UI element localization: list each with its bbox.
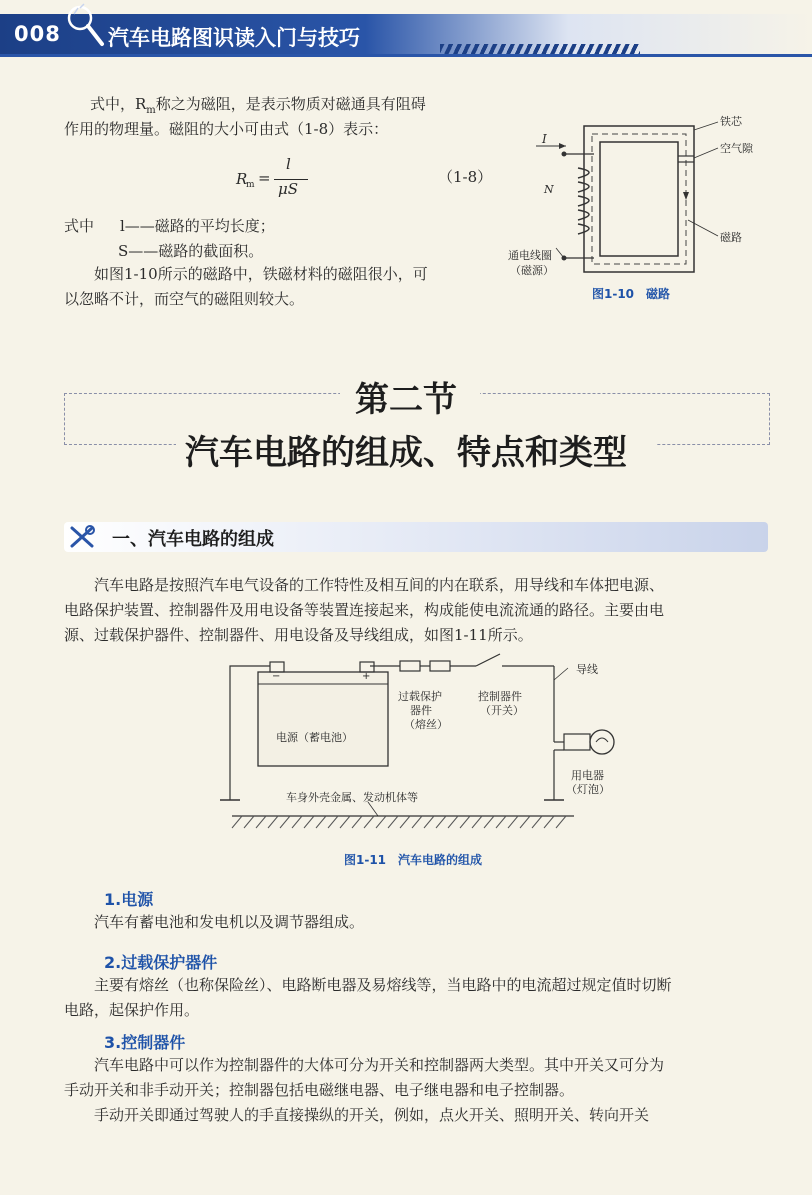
body-line-2: 电路保护装置、控制器件及用电设备等装置连接起来，构成能使电流流通的路径。主要由电 (64, 601, 665, 619)
item-1-line-1: 汽车有蓄电池和发电机以及调节器组成。 (94, 913, 365, 931)
intro-line-2: 作用的物理量。磁阻的大小可由式（1-8）表示： (64, 120, 389, 138)
formula-1-8: R m = l μS (236, 160, 316, 200)
intro-para-2: 如图1-10所示的磁路中，铁磁材料的磁阻很小，可 (94, 265, 428, 283)
label-current: I (542, 132, 547, 146)
section-title: 汽车电路的组成、特点和类型 (185, 433, 627, 473)
label-battery: 电源（蓄电池） (276, 731, 353, 744)
figure-1-11-caption: 图1-11 汽车电路的组成 (344, 853, 483, 867)
intro-para-2b: 以忽略不计，而空气的磁阻则较大。 (64, 290, 305, 308)
header-title: 汽车电路图识读入门与技巧 (108, 26, 360, 50)
item-3-line-1: 汽车电路中可以作为控制器件的大体可分为开关和控制器两大类型。其中开关又可分为 (94, 1056, 665, 1074)
page-header (0, 0, 812, 58)
item-2-line-1: 主要有熔丝（也称保险丝）、电路断电器及易熔线等，当电路中的电流超过规定值时切断 (94, 976, 672, 994)
label-switch-1: 控制器件 (478, 690, 522, 703)
battery-plus: + (362, 671, 371, 682)
header-rule (0, 54, 812, 57)
label-fuse-1: 过载保护 (398, 690, 442, 703)
where-l: l——磁路的平均长度； (120, 217, 275, 235)
section-number: 第二节 (355, 380, 457, 420)
label-air-gap: 空气隙 (720, 142, 753, 155)
label-load-1: 用电器 (571, 769, 604, 782)
label-fuse-2: 器件 (410, 704, 432, 717)
label-wire: 导线 (576, 663, 598, 676)
figure-1-11-circuit (218, 650, 638, 840)
intro-line-1: 式中，$R_m$称之为磁阻，是表示物质对磁通具有阻碍 (90, 95, 426, 116)
formula-tag: （1-8） (438, 168, 493, 186)
item-1-heading: 1.电源 (104, 890, 154, 909)
tools-icon (68, 524, 98, 550)
label-coil-source: （磁源） (510, 264, 554, 277)
where-label: 式中 (64, 217, 95, 235)
label-turns: N (544, 183, 554, 196)
item-3-line-2: 手动开关和非手动开关；控制器包括电磁继电器、电子继电器和电子控制器。 (64, 1081, 575, 1099)
item-2-line-2: 电路，起保护作用。 (64, 1001, 200, 1019)
item-2-heading: 2.过载保护器件 (104, 953, 218, 972)
label-load-2: （灯泡） (566, 783, 610, 796)
figure-1-10-caption: 图1-10 磁路 (592, 287, 671, 301)
label-flux-path: 磁路 (720, 231, 742, 244)
body-line-1: 汽车电路是按照汽车电气设备的工作特性及相互间的内在联系，用导线和车体把电源、 (94, 576, 665, 594)
label-fuse-3: （熔丝） (404, 718, 448, 731)
item-3-line-3: 手动开关即通过驾驶人的手直接操纵的开关，例如，点火开关、照明开关、转向开关 (94, 1106, 650, 1124)
label-coil: 通电线圈 (508, 249, 552, 262)
page-number: 008 (14, 22, 61, 46)
battery-minus: − (272, 671, 281, 682)
figure-1-10-magnetic-circuit (504, 108, 804, 308)
item-3-heading: 3.控制器件 (104, 1033, 186, 1052)
label-core: 铁芯 (720, 115, 742, 128)
where-s: S——磁路的截面积。 (118, 242, 264, 260)
label-ground: 车身外壳金属、发动机体等 (286, 791, 418, 804)
body-line-3: 源、过载保护器件、控制器件、用电设备及导线组成，如图1-11所示。 (64, 626, 533, 644)
header-stripes (440, 44, 640, 54)
magnifier-icon (62, 2, 106, 50)
subsection-title: 一、汽车电路的组成 (112, 529, 274, 550)
label-switch-2: （开关） (480, 704, 524, 717)
